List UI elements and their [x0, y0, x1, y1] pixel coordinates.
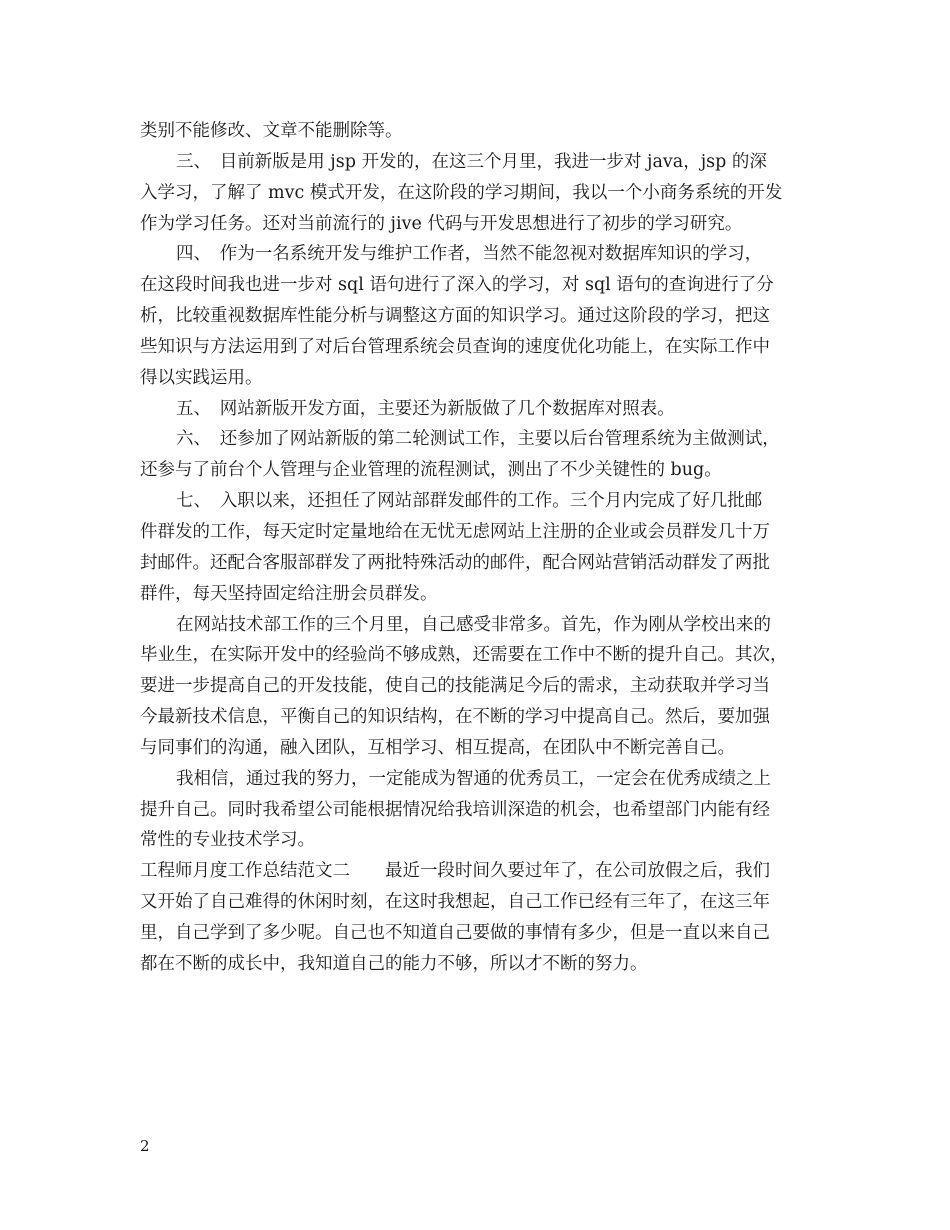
text-line: 在网站技术部工作的三个月里，自己感受非常多。首先，作为刚从学校出来的 — [176, 614, 771, 635]
text-line: 件群发的工作，每天定时定量地给在无忧无虑网站上注册的企业或会员群发几十万 — [140, 521, 770, 542]
text-line: 毕业生，在实际开发中的经验尚不够成熟，还需要在工作中不断的提升自己。其次， — [140, 645, 788, 666]
text-line: 都在不断的成长中，我知道自己的能力不够，所以才不断的努力。 — [140, 953, 648, 974]
text-line: 又开始了自己难得的休闲时刻，在这时我想起，自己工作已经有三年了，在这三年 — [140, 892, 770, 913]
text-line: 还参与了前台个人管理与企业管理的流程测试，测出了不少关键性的 bug。 — [140, 460, 722, 481]
text-line: 类别不能修改、文章不能删除等。 — [140, 121, 403, 141]
text-line: 三、 目前新版是用 jsp 开发的，在这三个月里，我进一步对 java，jsp 的深 — [176, 151, 767, 172]
text-line: 常性的专业技术学习。 — [140, 830, 315, 851]
text-line: 得以实践运用。 — [140, 367, 263, 388]
text-line: 我相信，通过我的努力，一定能成为智通的优秀员工，一定会在优秀成绩之上 — [176, 768, 771, 789]
text-line: 四、 作为一名系统开发与维护工作者，当然不能忽视对数据库知识的学习， — [176, 244, 763, 265]
page-number: 2 — [140, 1137, 150, 1155]
text-line: 要进一步提高自己的开发技能，使自己的技能满足今后的需求，主动获取并学习当 — [140, 676, 770, 697]
text-line: 五、 网站新版开发方面，主要还为新版做了几个数据库对照表。 — [176, 398, 675, 419]
text-line: 封邮件。还配合客服部群发了两批特殊活动的邮件，配合网站营销活动群发了两批 — [140, 552, 770, 573]
text-line: 里，自己学到了多少呢。自己也不知道自己要做的事情有多少，但是一直以来自己 — [140, 922, 770, 943]
text-line: 提升自己。同时我希望公司能根据情况给我培训深造的机会，也希望部门内能有经 — [140, 799, 770, 820]
text-line: 工程师月度工作总结范文二 最近一段时间久要过年了，在公司放假之后，我们 — [140, 861, 770, 882]
text-line: 入学习，了解了 mvc 模式开发，在这阶段的学习期间，我以一个小商务系统的开发 — [140, 182, 783, 203]
text-line: 在这段时间我也进一步对 sql 语句进行了深入的学习，对 sql 语句的查询进行了分 — [140, 275, 774, 296]
text-line: 今最新技术信息，平衡自己的知识结构，在不断的学习中提高自己。然后，要加强 — [140, 707, 770, 728]
text-line: 六、 还参加了网站新版的第二轮测试工作，主要以后台管理系统为主做测试， — [176, 429, 780, 450]
text-line: 与同事们的沟通，融入团队，互相学习、相互提高，在团队中不断完善自己。 — [140, 737, 735, 758]
text-line: 析，比较重视数据库性能分析与调整这方面的知识学习。通过这阶段的学习，把这 — [140, 306, 770, 327]
text-line: 些知识与方法运用到了对后台管理系统会员查询的速度优化功能上，在实际工作中 — [140, 336, 770, 357]
document-body — [140, 116, 822, 980]
text-line: 群件，每天坚持固定给注册会员群发。 — [140, 583, 438, 604]
text-line: 作为学习任务。还对当前流行的 jive 代码与开发思想进行了初步的学习研究。 — [140, 213, 743, 234]
text-line: 七、 入职以来，还担任了网站部群发邮件的工作。三个月内完成了好几批邮 — [176, 491, 763, 512]
